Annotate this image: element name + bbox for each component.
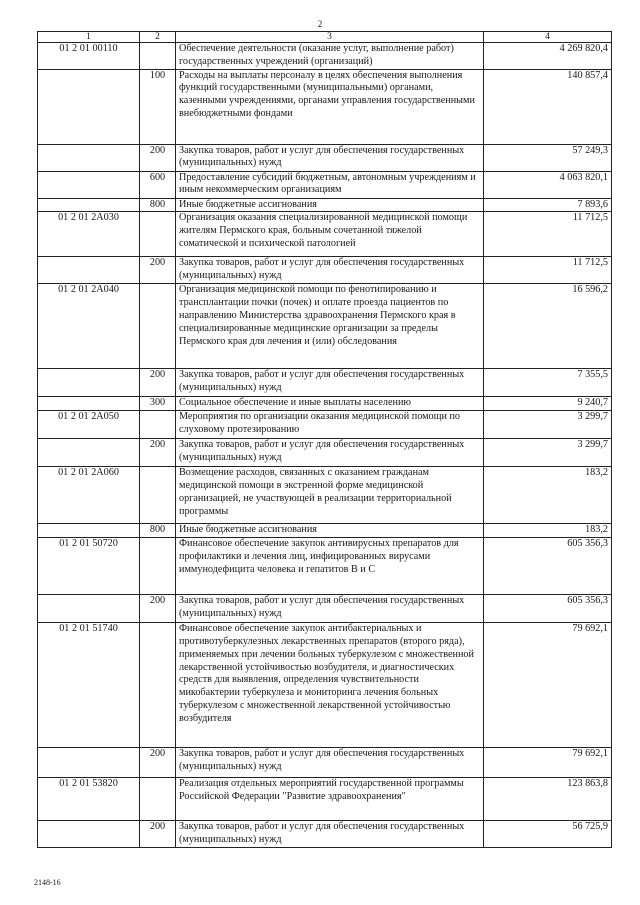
amount-cell: 4 269 820,4 [484, 43, 612, 70]
budget-code-cell [38, 397, 140, 411]
description-cell: Организация медицинской помощи по фенотипированию и трансплантации почки (почек) и оплате проезда пациентов по направлению Министерства здравоохранения Пермского края в специализированные медицинские организации за пределы Пермского края для лечения и (или) обследования [176, 284, 484, 369]
description-cell: Закупка товаров, работ и услуг для обеспечения государственных (муниципальных) нужд [176, 369, 484, 397]
amount-cell: 7 355,5 [484, 369, 612, 397]
amount-cell: 11 712,5 [484, 212, 612, 257]
table-row [38, 369, 612, 397]
table-row [38, 595, 612, 623]
table-row [38, 748, 612, 778]
expense-type-cell [140, 284, 176, 369]
document-code: 2148-16 [34, 878, 61, 887]
amount-cell: 11 712,5 [484, 257, 612, 284]
expense-type-cell [140, 538, 176, 595]
budget-code-cell [38, 144, 140, 171]
table-row [38, 439, 612, 467]
column-header-3: 3 [176, 32, 484, 43]
budget-code-cell [38, 69, 140, 144]
amount-cell: 140 857,4 [484, 69, 612, 144]
table-row [38, 397, 612, 411]
table-row [38, 257, 612, 284]
budget-code-cell: 01 2 01 51740 [38, 623, 140, 748]
column-number-row [38, 32, 612, 43]
budget-code-cell [38, 171, 140, 198]
description-cell: Иные бюджетные ассигнования [176, 198, 484, 212]
budget-code-cell: 01 2 01 2A030 [38, 212, 140, 257]
description-cell: Закупка товаров, работ и услуг для обеспечения государственных (муниципальных) нужд [176, 595, 484, 623]
budget-code-cell: 01 2 01 53820 [38, 778, 140, 821]
budget-code-cell: 01 2 01 2A060 [38, 467, 140, 524]
budget-code-cell [38, 257, 140, 284]
description-cell: Предоставление субсидий бюджетным, автономным учреждениям и иным некоммерческим организациям [176, 171, 484, 198]
amount-cell: 79 692,1 [484, 623, 612, 748]
expense-type-cell: 200 [140, 144, 176, 171]
budget-code-cell: 01 2 01 2A040 [38, 284, 140, 369]
budget-code-cell [38, 748, 140, 778]
expense-type-cell: 600 [140, 171, 176, 198]
table-row [38, 198, 612, 212]
description-cell: Закупка товаров, работ и услуг для обеспечения государственных (муниципальных) нужд [176, 748, 484, 778]
amount-cell: 605 356,3 [484, 538, 612, 595]
expense-type-cell: 200 [140, 439, 176, 467]
page-number: 2 [317, 19, 323, 29]
expense-type-cell [140, 212, 176, 257]
expense-type-cell: 800 [140, 198, 176, 212]
description-cell: Организация оказания специализированной медицинской помощи жителям Пермского края, больным сочетанной тяжелой соматической и психической патологией [176, 212, 484, 257]
description-cell: Расходы на выплаты персоналу в целях обеспечения выполнения функций государственными (муниципальными) органами, казенными учреждениями, органами управления государственными внебюджетными фондами [176, 69, 484, 144]
expense-type-cell: 100 [140, 69, 176, 144]
amount-cell: 57 249,3 [484, 144, 612, 171]
table-row [38, 623, 612, 748]
description-cell: Закупка товаров, работ и услуг для обеспечения государственных (муниципальных) нужд [176, 144, 484, 171]
description-cell: Закупка товаров, работ и услуг для обеспечения государственных (муниципальных) нужд [176, 257, 484, 284]
amount-cell: 183,2 [484, 524, 612, 538]
expense-type-cell: 300 [140, 397, 176, 411]
expense-type-cell: 200 [140, 821, 176, 848]
table-row [38, 538, 612, 595]
table-row [38, 69, 612, 144]
table-row [38, 821, 612, 848]
column-header-4: 4 [484, 32, 612, 43]
amount-cell: 7 893,6 [484, 198, 612, 212]
budget-code-cell [38, 439, 140, 467]
budget-code-cell [38, 369, 140, 397]
expense-type-cell [140, 778, 176, 821]
expense-type-cell: 800 [140, 524, 176, 538]
expense-type-cell: 200 [140, 369, 176, 397]
table-row [38, 284, 612, 369]
description-cell: Иные бюджетные ассигнования [176, 524, 484, 538]
budget-code-cell: 01 2 01 00110 [38, 43, 140, 70]
table-row [38, 524, 612, 538]
description-cell: Социальное обеспечение и иные выплаты населению [176, 397, 484, 411]
amount-cell: 56 725,9 [484, 821, 612, 848]
amount-cell: 79 692,1 [484, 748, 612, 778]
expense-type-cell [140, 467, 176, 524]
amount-cell: 123 863,8 [484, 778, 612, 821]
description-cell: Возмещение расходов, связанных с оказанием гражданам медицинской помощи в экстренной форме медицинской организацией, не участвующей в реализации территориальной программы [176, 467, 484, 524]
description-cell: Обеспечение деятельности (оказание услуг, выполнение работ) государственных учреждений (организаций) [176, 43, 484, 70]
table-row [38, 778, 612, 821]
amount-cell: 16 596,2 [484, 284, 612, 369]
description-cell: Мероприятия по организации оказания медицинской помощи по слуховому протезированию [176, 411, 484, 439]
table-row [38, 171, 612, 198]
budget-code-cell: 01 2 01 2A050 [38, 411, 140, 439]
table-row [38, 212, 612, 257]
amount-cell: 3 299,7 [484, 411, 612, 439]
budget-code-cell [38, 198, 140, 212]
table-row [38, 411, 612, 439]
amount-cell: 3 299,7 [484, 439, 612, 467]
expense-type-cell: 200 [140, 748, 176, 778]
expense-type-cell: 200 [140, 595, 176, 623]
budget-code-cell: 01 2 01 50720 [38, 538, 140, 595]
budget-code-cell [38, 821, 140, 848]
amount-cell: 605 356,3 [484, 595, 612, 623]
expense-type-cell [140, 411, 176, 439]
budget-table [37, 31, 612, 848]
budget-code-cell [38, 595, 140, 623]
expense-type-cell [140, 623, 176, 748]
expense-type-cell: 200 [140, 257, 176, 284]
expense-type-cell [140, 43, 176, 70]
column-header-2: 2 [140, 32, 176, 43]
amount-cell: 9 240,7 [484, 397, 612, 411]
table-row [38, 43, 612, 70]
amount-cell: 4 063 820,1 [484, 171, 612, 198]
budget-code-cell [38, 524, 140, 538]
table-row [38, 144, 612, 171]
column-header-1: 1 [38, 32, 140, 43]
description-cell: Закупка товаров, работ и услуг для обеспечения государственных (муниципальных) нужд [176, 439, 484, 467]
table-row [38, 467, 612, 524]
description-cell: Финансовое обеспечение закупок антивирусных препаратов для профилактики и лечения лиц, инфицированных вирусами иммунодефицита человека и гепатитов В и С [176, 538, 484, 595]
description-cell: Закупка товаров, работ и услуг для обеспечения государственных (муниципальных) нужд [176, 821, 484, 848]
amount-cell: 183,2 [484, 467, 612, 524]
description-cell: Финансовое обеспечение закупок антибактериальных и противотуберкулезных лекарственных препаратов (второго ряда), применяемых при лечении больных туберкулезом с множественной лекарственной устойчивостью возбудителя, и диагностических средств для выявления, определения чувствительности микобактерии туберкулеза и мониторинга лечения больных туберкулезом с множественной лекарственной устойчивостью возбудителя [176, 623, 484, 748]
description-cell: Реализация отдельных мероприятий государственной программы Российской Федерации "Развитие здравоохранения" [176, 778, 484, 821]
